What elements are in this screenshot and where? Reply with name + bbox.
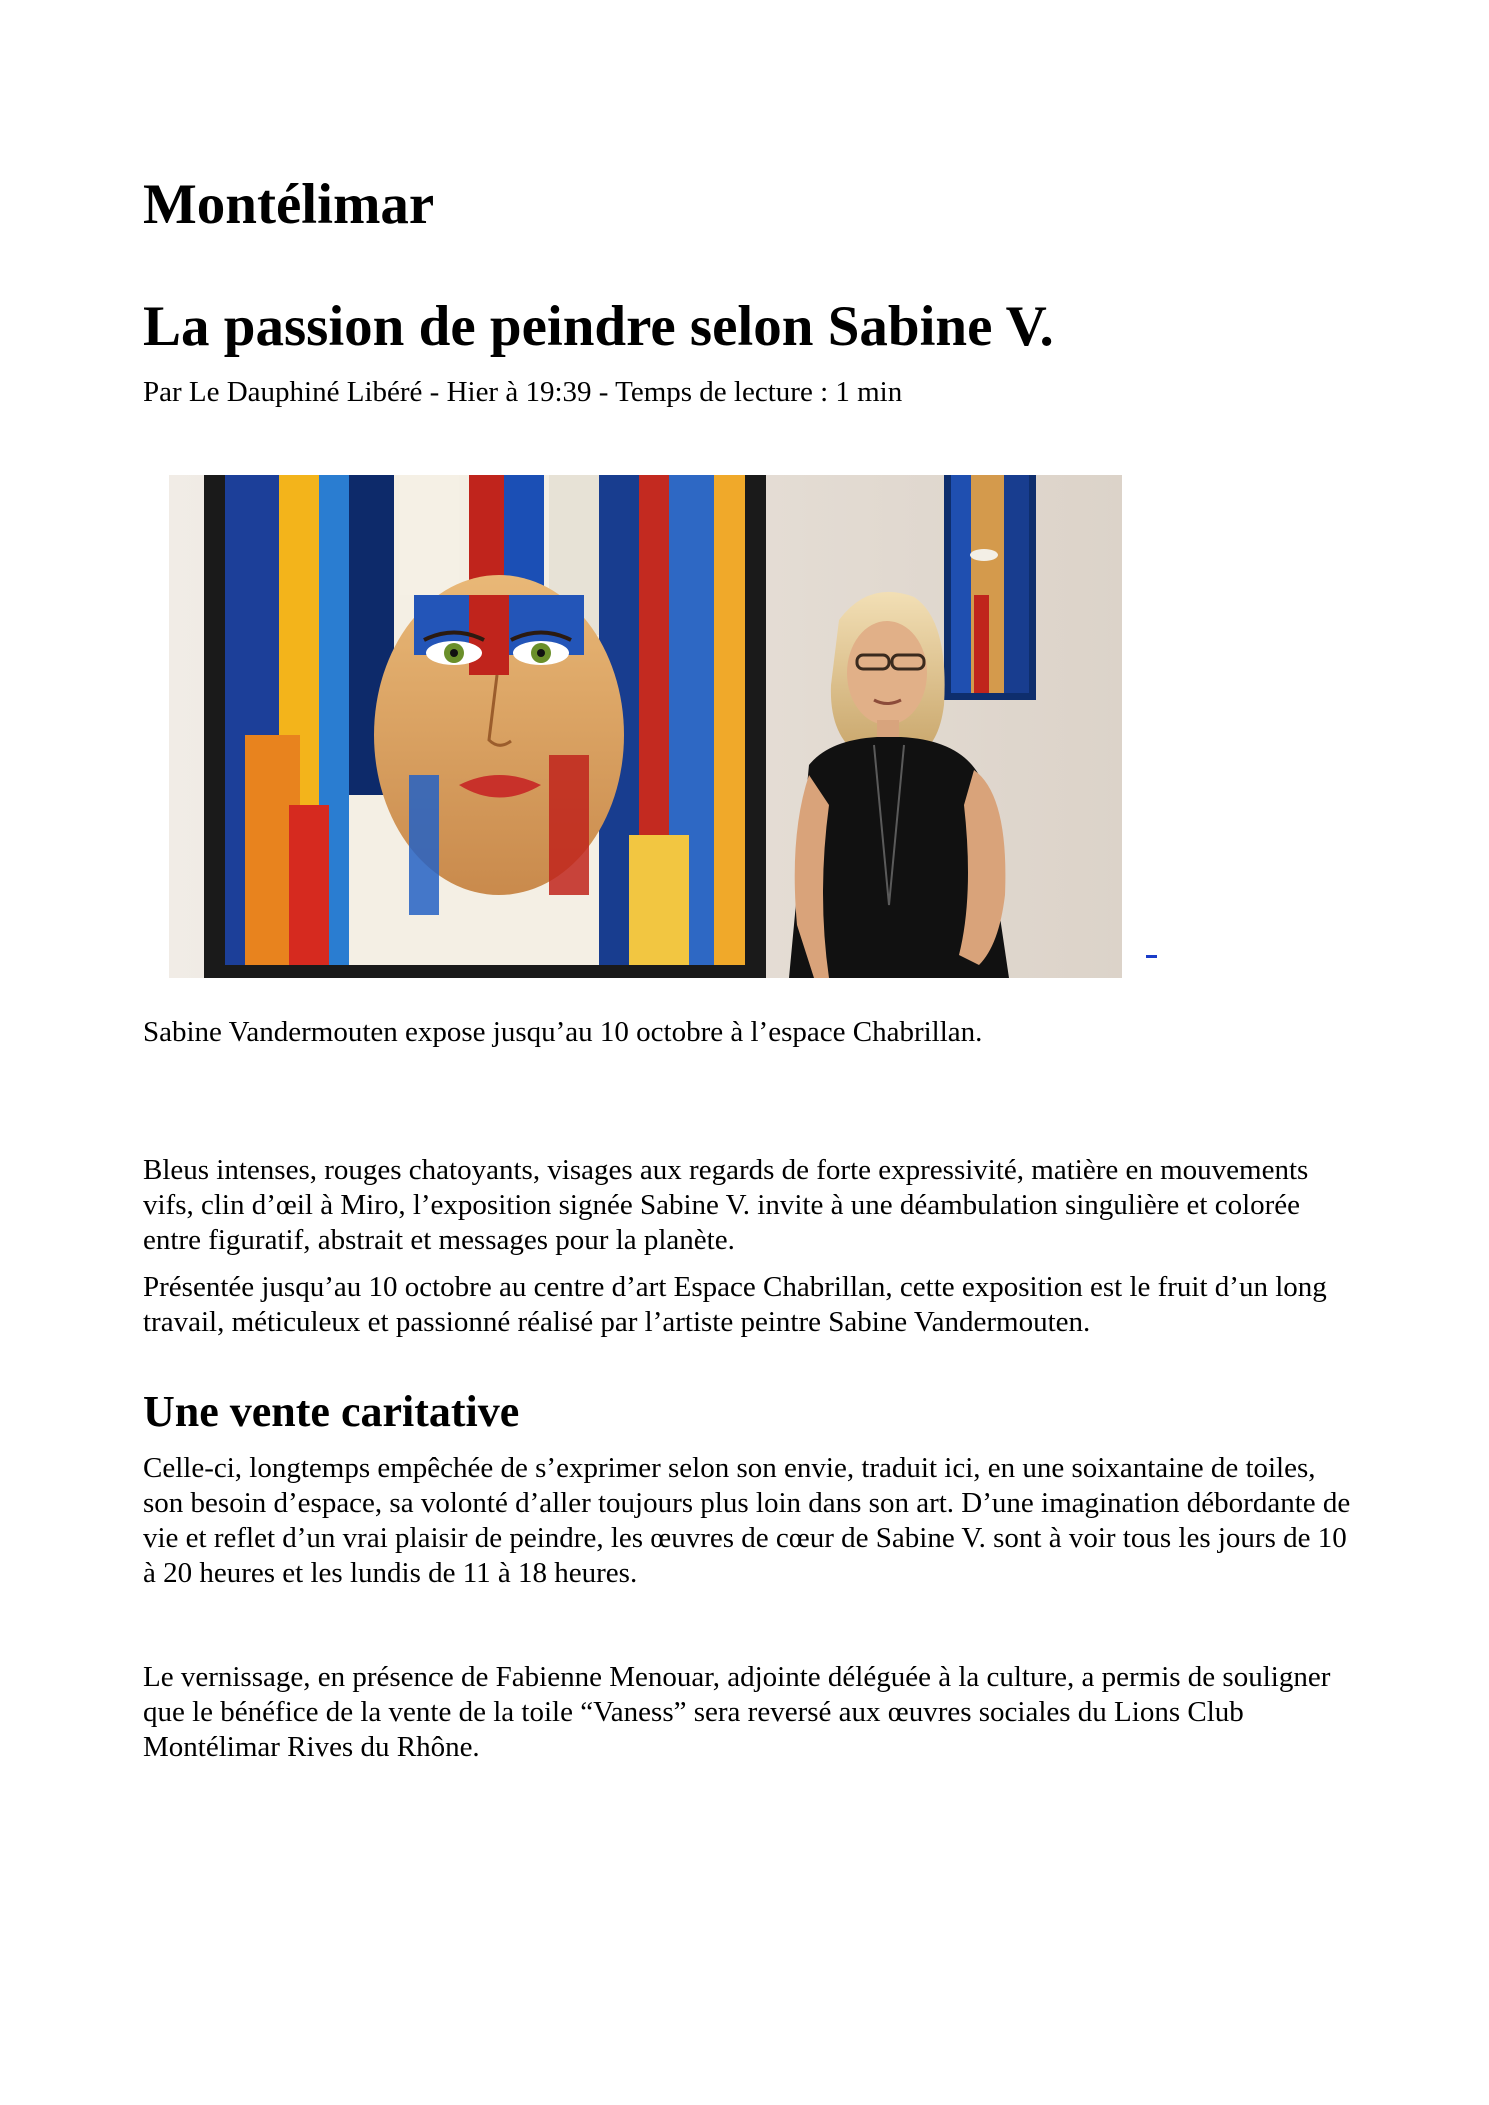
article-paragraph: Présentée jusqu’au 10 octobre au centre d’art Espace Chabrillan, cette exposition est le fruit d’un long travail, méticuleux et passionné réalisé par l’artiste peintre Sabine Vandermouten. <box>143 1271 1327 1338</box>
article-headline: La passion de peindre selon Sabine V. <box>143 295 1054 358</box>
article-paragraph: Le vernissage, en présence de Fabienne Menouar, adjointe déléguée à la culture, a permis de souligner que le bénéfice de la vente de la toile “Vaness” sera reversé aux œuvres sociales du Lions Club Montélimar Rives du Rhône. <box>143 1661 1331 1763</box>
article-photo <box>169 475 1122 978</box>
link-marker[interactable] <box>1146 955 1157 958</box>
article-paragraph: Celle-ci, longtemps empêchée de s’exprimer selon son envie, traduit ici, en une soixantaine de toiles, son besoin d’espace, sa volonté d’aller toujours plus loin dans son art. D’une imagination débordante de vie et reflet d’un vrai plaisir de peindre, les œuvres de cœur de Sabine V. sont à voir tous les jours de 10 à 20 heures et les lundis de 11 à 18 heures. <box>143 1452 1351 1589</box>
section-subheading: Une vente caritative <box>143 1387 520 1436</box>
city-heading: Montélimar <box>143 173 435 236</box>
article-paragraph: Bleus intenses, rouges chatoyants, visages aux regards de forte expressivité, matière en mouvements vifs, clin d’œil à Miro, l’exposition signée Sabine V. invite à une déambulation singulière et colorée entre figuratif, abstrait et messages pour la planète. <box>143 1154 1309 1256</box>
photo-caption: Sabine Vandermouten expose jusqu’au 10 octobre à l’espace Chabrillan. <box>143 1016 983 1048</box>
article-byline: Par Le Dauphiné Libéré - Hier à 19:39 - Temps de lecture : 1 min <box>143 376 903 408</box>
